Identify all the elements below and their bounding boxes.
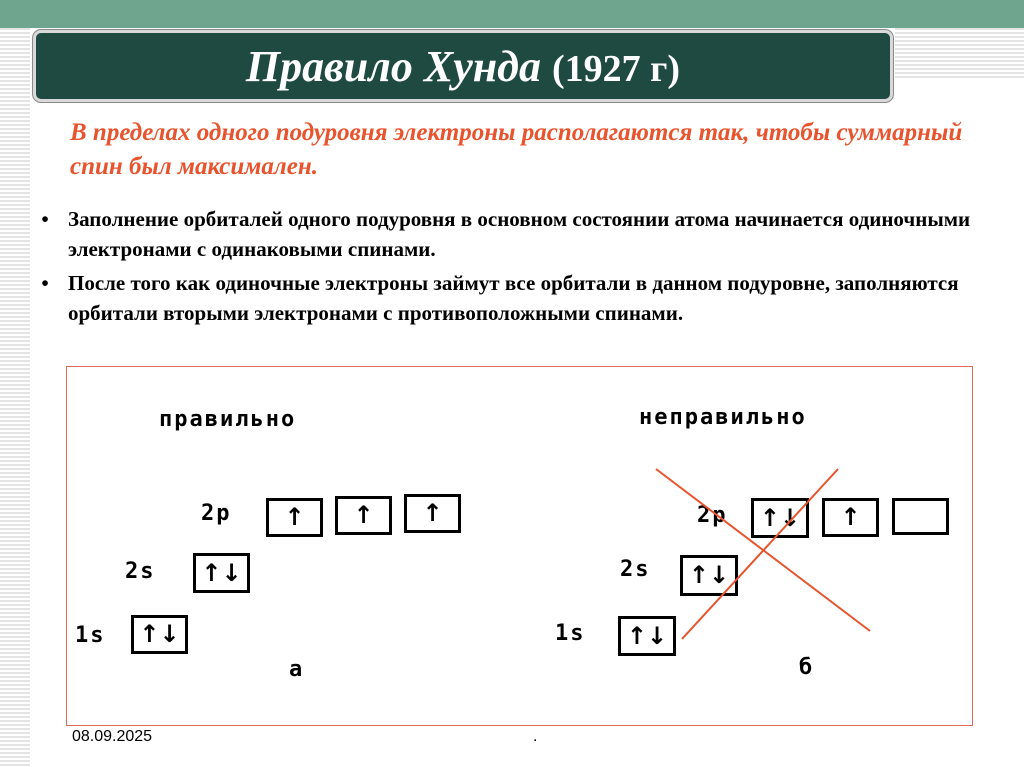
- orbital-2p-2-a: ↑: [335, 496, 392, 535]
- cross-line-2: [682, 469, 838, 639]
- title-year: (1927 г): [552, 47, 681, 90]
- bullet-marker: •: [41, 271, 49, 295]
- rule-statement: В пределах одного подуровня электроны располагаются так, чтобы суммарный спин был максимален.: [70, 119, 963, 180]
- bullet-marker: •: [41, 207, 49, 231]
- caption-a: а: [289, 657, 305, 682]
- level-label-2s-b: 2s: [620, 557, 651, 582]
- title-main: Правило Хунда: [245, 41, 541, 91]
- level-label-1s-b: 1s: [555, 621, 586, 646]
- orbital-diagram: [66, 366, 973, 726]
- footer-date: 08.09.2025: [72, 728, 153, 745]
- label-correct: правильно: [159, 407, 297, 432]
- level-label-1s-a: 1s: [75, 623, 106, 648]
- orbital-1s-b: ↑↓: [618, 616, 676, 656]
- orbital-2p-1-a: ↑: [266, 498, 323, 537]
- level-label-2s-a: 2s: [125, 559, 156, 584]
- orbital-2p-2-b: ↑: [822, 498, 879, 537]
- slide-title: [246, 41, 680, 92]
- top-accent-band: [0, 0, 1024, 28]
- caption-b: б: [799, 655, 815, 680]
- level-label-2p-b: 2p: [697, 503, 728, 528]
- right-stripe-decoration: [895, 28, 1024, 78]
- orbital-2s-a: ↑↓: [193, 553, 250, 593]
- bullet-item: [30, 268, 980, 328]
- bullet-text: Заполнение орбиталей одного подуровня в основном состоянии атома начинается одиночными электронами с одинаковыми спинами.: [68, 207, 971, 261]
- cross-out-mark: [67, 367, 974, 727]
- label-incorrect: неправильно: [639, 405, 807, 430]
- bullet-item: [30, 204, 980, 264]
- orbital-2s-b: ↑↓: [680, 555, 738, 596]
- bullet-text: После того как одиночные электроны займут все орбитали в данном подуровне, заполняются орбитали вторыми электронами с противоположными спинами.: [68, 271, 959, 325]
- footer-dot: .: [533, 728, 538, 745]
- bullet-list: [30, 204, 980, 328]
- left-stripe-decoration: [0, 28, 30, 767]
- orbital-2p-3-a: ↑: [404, 494, 461, 533]
- level-label-2p-a: 2p: [201, 501, 232, 526]
- orbital-1s-a: ↑↓: [131, 615, 188, 654]
- orbital-2p-1-b: ↑↓: [751, 498, 809, 538]
- title-bar: [33, 30, 893, 102]
